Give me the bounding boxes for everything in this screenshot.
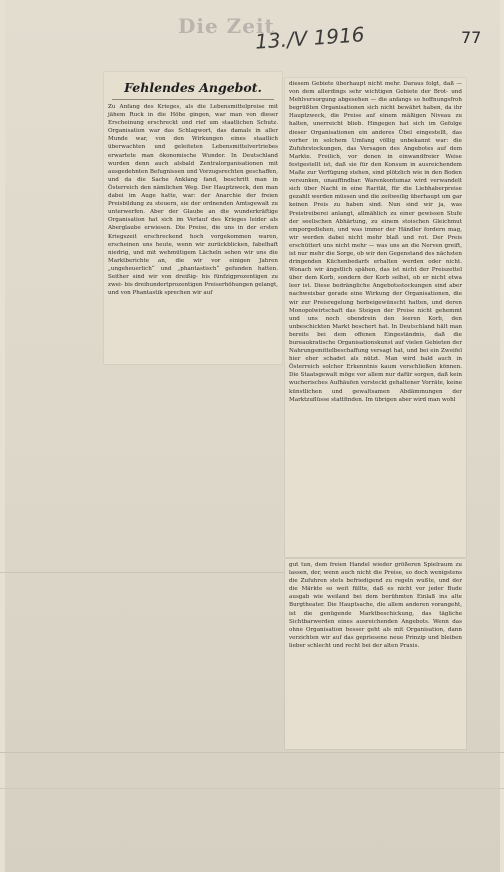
handwritten-date: 13./V 1916 (254, 22, 366, 54)
sheet-right-edge (500, 0, 504, 872)
page-number: 77 (461, 28, 482, 47)
sheet-left-edge (0, 0, 5, 872)
headline-divider (112, 99, 274, 100)
paper-fold-line (0, 788, 504, 789)
clipping-column-2 (285, 78, 466, 557)
paper-fold-line (0, 572, 285, 573)
clipping-column-3 (285, 559, 466, 749)
article-text-column-3: gut tun, dem freien Handel wieder größeren Spielraum zu lassen, der, wenn auch nicht die Preise, so doch wenigstens die Zufuhren stets befriedigend zu regeln wußte, und der die Märkte so weit füllte, daß es nicht vor jeder Bude ausgab wie weiland bei dem berühmten Einlaß ins alte Burgtheater. Die Hauptsache, die allem anderen vorangeht, ist die genügende Marktbeschickung, das tägliche Sichtbarwerden eines ausreichenden Angebots. Wenn das ohne Organisation besser geht als mit Organisation, dann verzichten wir auf das gepriesene neue Prinzip und bleiben lieber schlecht und recht bei der alten Praxis. (289, 562, 462, 649)
paper-fold-line (0, 752, 504, 753)
clipping-column-1 (104, 72, 282, 364)
article-headline: Fehlendes Angebot. (124, 80, 262, 95)
newspaper-masthead: Die Zeit (178, 14, 275, 38)
article-text-column-2: diesem Gebiete überhaupt nicht mehr. Daraus folgt, daß — von dem allerdings sehr wichtigen Gebiete der Brot- und Mehlversorgung abgesehen — die anfangs so hoffnungsfroh begrüßten Organisationen sich nicht bewährt haben, da ihr Hauptzweck, die Preise auf einem mäßigen Niveau zu halten, unerreicht blieb. Hingegen hat sich im Gefolge dieser Organisationen ein anderes Übel eingestellt, das vorher in solchem Umfang völlig unbekannt war: die Zufuhrstockungen, das Versagen des Angebotes auf dem Markte. Freilich, vor denen in einwandfreier Weise festgestellt ist, daß sie für den Konsum in ausreichendem Maße zur Verfügung stehen, sind plötzlich wie in den Boden versunken, unauffindbar. Warenkontumaz wird verwandelt sich über Nacht in eine Rarität, für die Liebhaberpreise gezahlt werden müssen und die zeitweilig überhaupt um gar keinen Preis zu haben sind. Nun sind wir ja, was Preistreiberei anlangt, allmählich zu einer gewissen Stufe der seelischen Abhärtung, zu einem stoischen Gleichmut emporgediehen, und was immer der Händler fordern mag, wir werden dabei nicht mehr blaß und rot. Der Preis erschüttert uns nicht mehr — was uns an die Nerven greift, ist nur mehr die Sorge, ob wir den Gegenstand des nächsten dringenden Küchenbedarfs erhalten werden oder nicht. Wonach wir ängstlich spähen, das ist nicht der Preiszettel über dem Korb, sondern der Korb selbst, ob er nicht etwa leer ist. Diese bedrängliche Angebotsstockungen sind aber nachweisbar gerade eine Wirkung der Organisationen, die wir zur Preisregelung herbeigewünscht hatten, und deren Monopolwirtschaft das Steigen der Preise nicht gehemmt und uns noch obendrein den leeren Korb, den unbeschickten Markt beschert hat. In Deutschland hält man bereits bei dem offenen Eingeständnis, daß die bureaukratische Organisationskunst auf vielen Gebieten der Nahrungsmittelbeschaffung versagt hat, und bei ein Zweifel hier eher schadet als nützt. Man wird bald auch in Österreich solcher Erkenntnis kaum verschließen können. Die Staatsgewalt möge vor allem nur dafür sorgen, daß kein wucherisches Aufhäufen versteckt gehaltener Vorräte, keine künstlichen und gewaltsamen Abdämmungen der Marktzuflüsse stattfinden. Im übrigen aber wird man wohl (289, 81, 462, 403)
article-text-column-1: Zu Anfang des Krieges, als die Lebensmittelpreise mit jähem Ruck in die Höhe gingen, war man von dieser Erscheinung erschreckt und rief um staatlichen Schutz. Organisation war das Schlagwort, das damals in aller Munde war, von den Wirkungen eines staatlich überwachten und geleiteten Lebensmittelvertriebes erwartete man ökonomische Wunder. In Deutschland wurden denn auch alsbald Zentralorganisationen mit ausgedehnten Befugnissen und Vorzugsrechten geschaffen, und da die Sache Anklang fand, beschritt man in Österreich den nämlichen Weg. Der Hauptzweck, den man dabei im Auge hatte, war: der Anarchie der freien Preisbildung zu steuern, sie der ordnenden Amtsgewalt zu unterwerfen. Aber der Glaube an die wunderkräftige Organisation hat sich im Verlauf des Krieges leider als Aberglaube erwiesen. Die Preise, die uns in der ersten Kriegszeit erschreckend hoch vorgekommen waren, erscheinen uns heute, wenn wir zurückblicken, fabelhaft niedrig, und mit wehmütigem Lächeln sehen wir uns die Marktberichte an, die wir vor einigen Jahren „ungeheuerlich“ und „phantastisch“ gefunden hatten. Seither sind wir von dreißig- bis fünfzigprozentigen zu zwei- bis dreihundertprozentigen Preiserhöhungen gelangt, und von Phantastik sprechen wir auf (108, 104, 278, 297)
